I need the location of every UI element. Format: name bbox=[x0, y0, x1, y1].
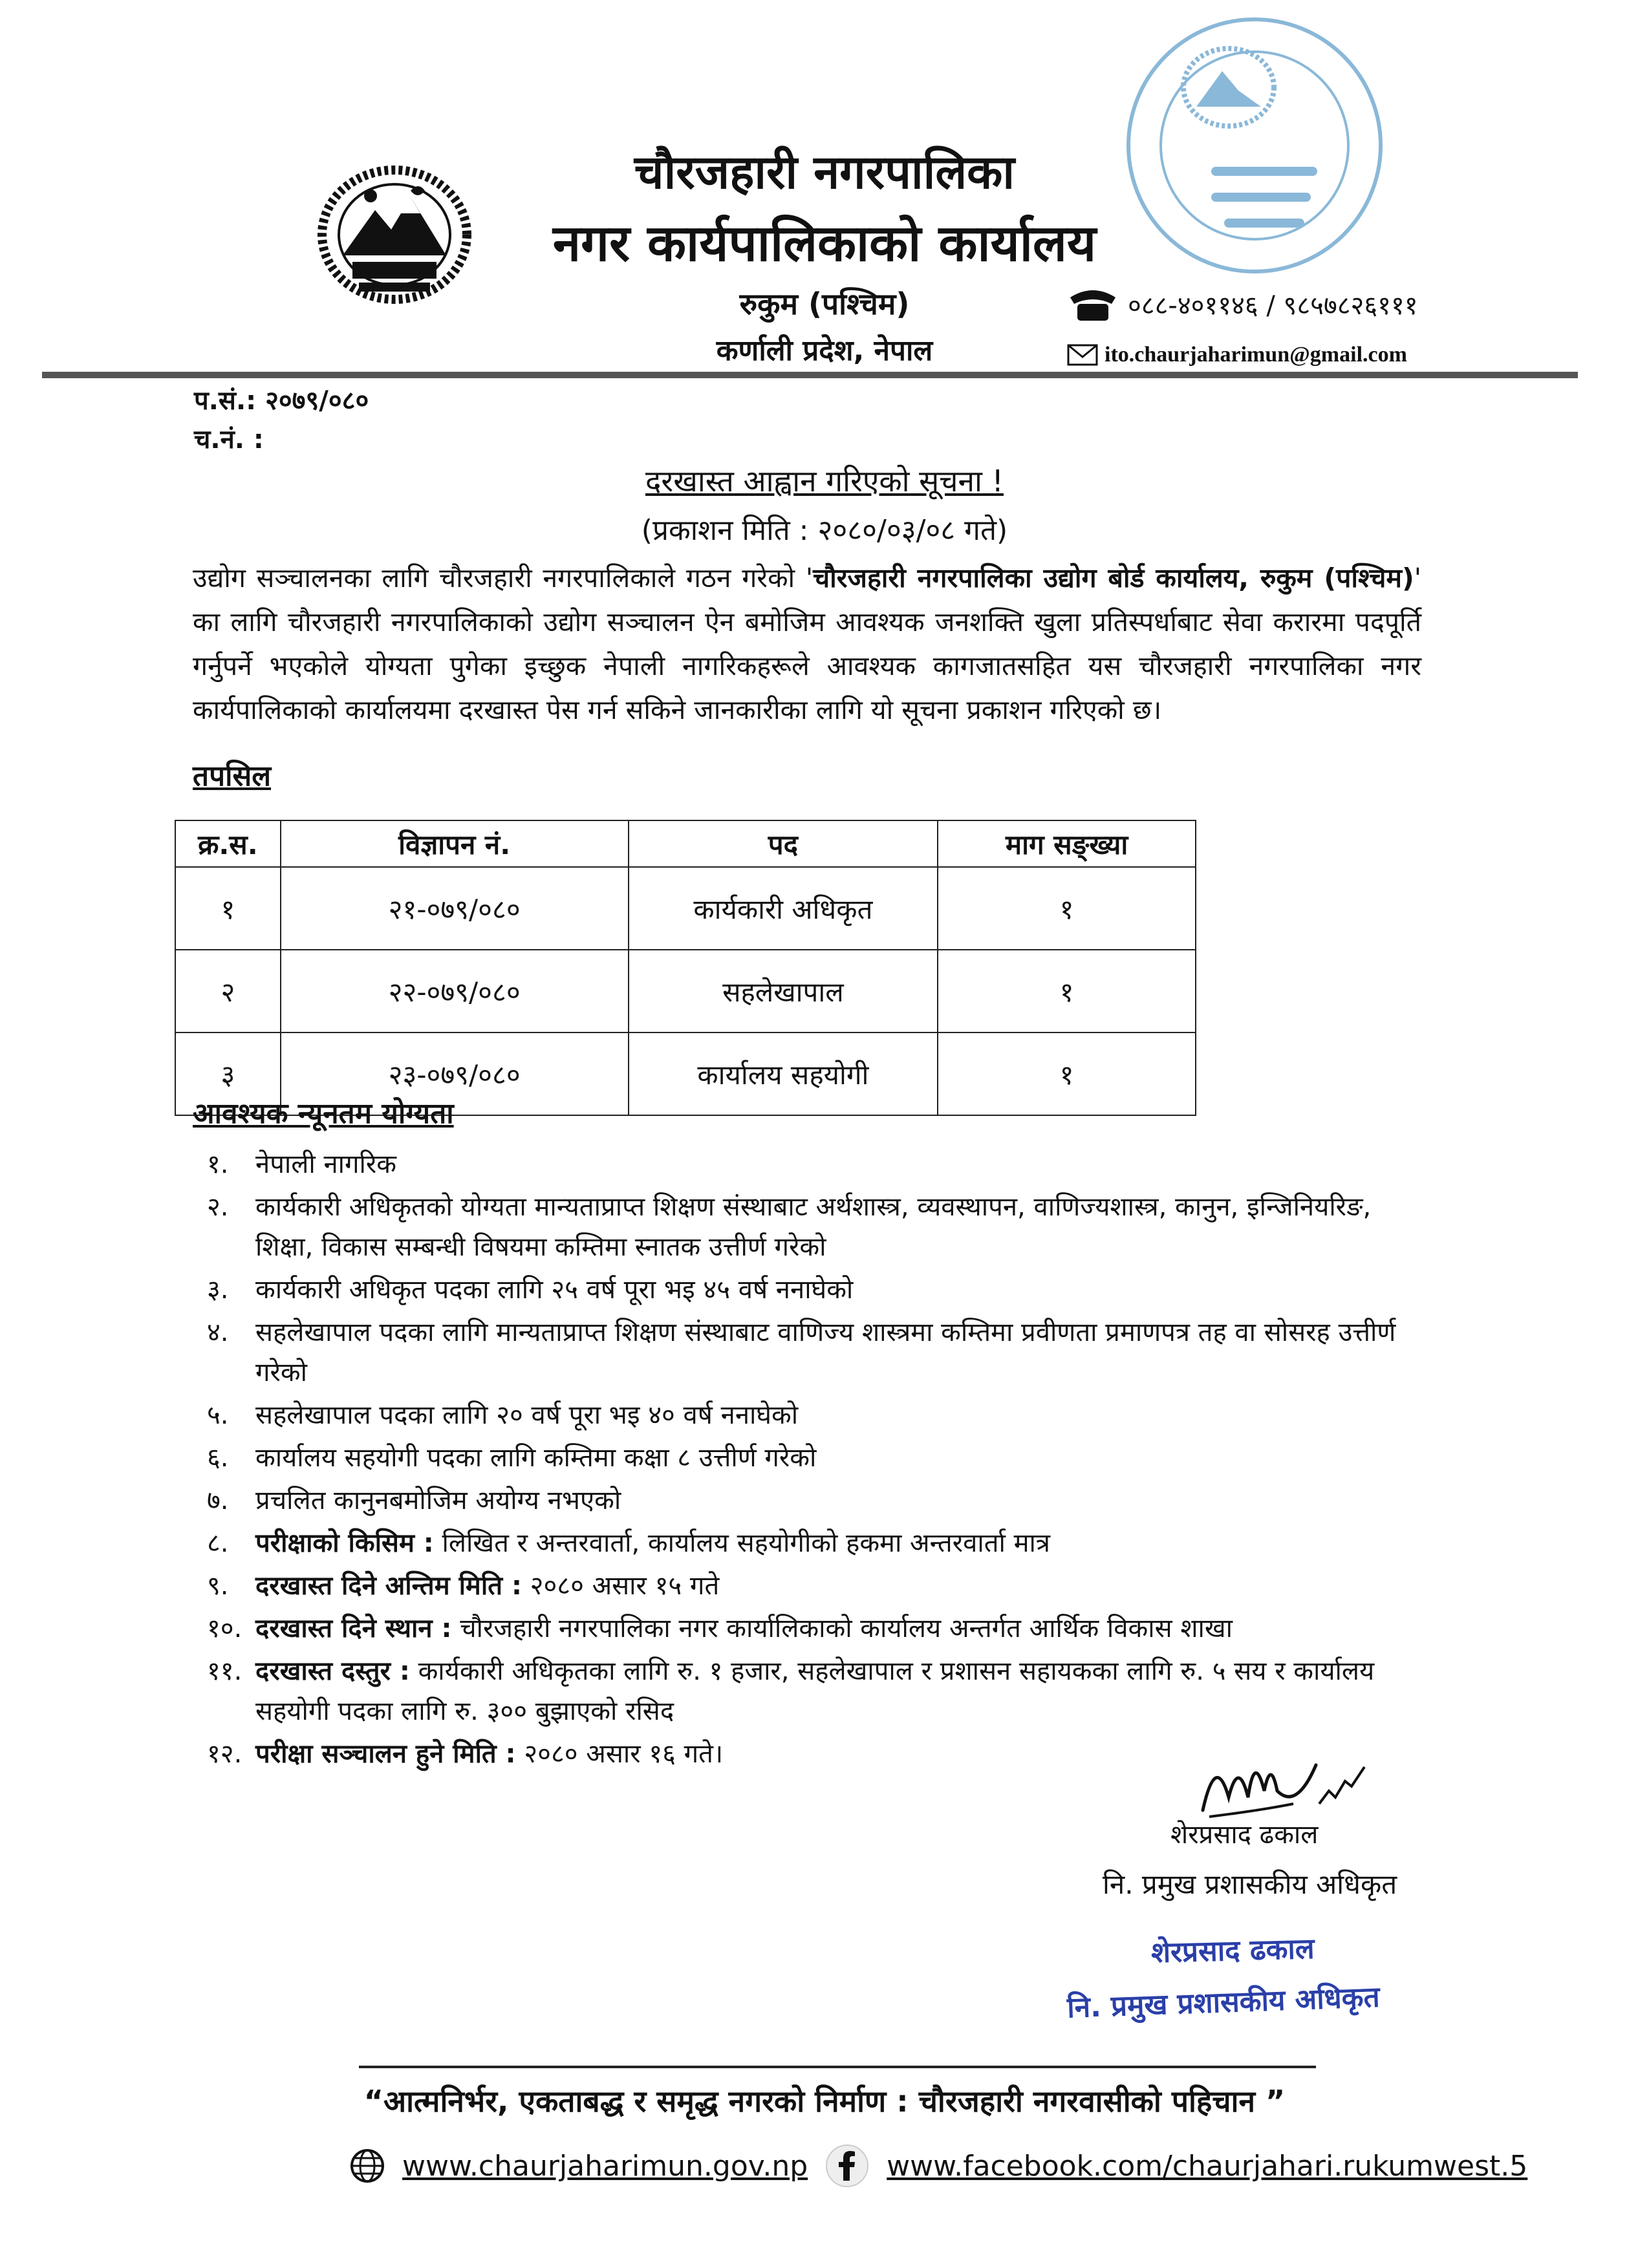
item-text-wrap bbox=[255, 1651, 1423, 1731]
list-item bbox=[207, 1609, 1423, 1649]
item-text: कार्यकारी अधिकृत पदका लागि २५ वर्ष पूरा भइ ४५ वर्ष ननाघेको bbox=[255, 1275, 854, 1305]
list-item bbox=[207, 1523, 1423, 1563]
footer-links bbox=[349, 2143, 1527, 2188]
list-item bbox=[207, 1651, 1423, 1731]
intro-paragraph bbox=[193, 556, 1421, 732]
cell-ad-number: २३-०७९/०८० bbox=[281, 1032, 629, 1115]
notice-title: दरखास्त आह्वान गरिएको सूचना ! bbox=[645, 464, 1004, 498]
item-text: चौरजहारी नगरपालिका नगर कार्यालिकाको कार्यालय अन्तर्गत आर्थिक विकास शाखा bbox=[451, 1614, 1233, 1643]
footer-slogan: “आत्मनिर्भर, एकताबद्ध र समृद्ध नगरको निर्माण : चौरजहारी नगरवासीको पहिचान ” bbox=[363, 2084, 1286, 2119]
table-row bbox=[175, 867, 1196, 950]
item-text: कार्यालय सहयोगी पदका लागि कम्तिमा कक्षा ८ उत्तीर्ण गरेको bbox=[255, 1443, 817, 1473]
item-number: ८. bbox=[207, 1528, 229, 1558]
cell-ad-number: २१-०७९/०८० bbox=[281, 867, 629, 950]
item-text-wrap bbox=[255, 1144, 1423, 1184]
vacancy-table bbox=[175, 820, 1196, 1116]
item-text-wrap bbox=[255, 1566, 1423, 1606]
cell-post: कार्यालय सहयोगी bbox=[629, 1032, 938, 1115]
list-item bbox=[207, 1312, 1423, 1393]
item-number: ९. bbox=[207, 1571, 229, 1601]
cell-serial: १ bbox=[175, 867, 281, 950]
item-label: दरखास्त दिने स्थान : bbox=[255, 1614, 452, 1643]
item-number: १०. bbox=[207, 1614, 242, 1643]
col-header-demand: माग सङ्ख्या bbox=[938, 820, 1196, 867]
item-number: ३. bbox=[207, 1275, 229, 1305]
item-label: परीक्षाको किसिम : bbox=[255, 1528, 434, 1558]
cell-post: कार्यकारी अधिकृत bbox=[629, 867, 938, 950]
item-text: सहलेखापाल पदका लागि २० वर्ष पूरा भइ ४० वर्ष ननाघेको bbox=[255, 1400, 799, 1430]
list-item bbox=[207, 1481, 1423, 1521]
item-number: १२. bbox=[207, 1739, 242, 1769]
reference-number: प.सं.: २०७९/०८० bbox=[194, 386, 369, 416]
item-text-wrap bbox=[255, 1395, 1423, 1435]
item-text-wrap bbox=[255, 1523, 1423, 1563]
footer-divider bbox=[359, 2066, 1316, 2068]
name-stamp: शेरप्रसाद ढकाल bbox=[1150, 1932, 1315, 1970]
list-item bbox=[207, 1395, 1423, 1435]
item-text: २०८० असार १५ गते bbox=[521, 1571, 720, 1601]
item-text-wrap bbox=[255, 1438, 1423, 1478]
list-item bbox=[207, 1144, 1423, 1184]
cell-ad-number: २२-०७९/०८० bbox=[281, 950, 629, 1032]
item-text-wrap bbox=[255, 1270, 1423, 1310]
item-text-wrap bbox=[255, 1481, 1423, 1521]
item-text: नेपाली नागरिक bbox=[255, 1150, 396, 1179]
cell-serial: ३ bbox=[175, 1032, 281, 1115]
publication-date: (प्रकाशन मिति : २०८०/०३/०८ गते) bbox=[641, 514, 1008, 547]
phone-icon bbox=[1067, 284, 1119, 323]
intro-text-start: उद्योग सञ्चालनका लागि चौरजहारी नगरपालिकाले गठन गरेको ' bbox=[193, 562, 814, 594]
province-country: कर्णाली प्रदेश, नेपाल bbox=[716, 334, 933, 367]
cell-serial: २ bbox=[175, 950, 281, 1032]
col-header-post: पद bbox=[629, 820, 938, 867]
website-link[interactable]: www.chaurjaharimun.gov.np bbox=[402, 2149, 808, 2183]
globe-icon bbox=[349, 2148, 385, 2184]
item-label: दरखास्त दिने अन्तिम मिति : bbox=[255, 1571, 522, 1601]
list-item bbox=[207, 1187, 1423, 1267]
email-contact bbox=[1067, 343, 1407, 367]
cell-demand: १ bbox=[938, 867, 1196, 950]
item-text-wrap bbox=[255, 1312, 1423, 1393]
facebook-icon bbox=[824, 2143, 870, 2188]
title-stamp: नि. प्रमुख प्रशासकीय अधिकृत bbox=[1066, 1980, 1381, 2025]
email-address: ito.chaurjaharimun@gmail.com bbox=[1105, 343, 1407, 367]
dispatch-number: च.नं. : bbox=[194, 425, 264, 455]
signatory-name: शेरप्रसाद ढकाल bbox=[1170, 1820, 1319, 1850]
table-header-row bbox=[175, 820, 1196, 867]
intro-text-end: ' का लागि चौरजहारी नगरपालिकाको उद्योग सञ्चालन ऐन बमोजिम आवश्यक जनशक्ति खुला प्रतिस्पर्धाबाट सेवा करारमा पदपूर्ति गर्नुपर्ने भएकोले योग्यता पुगेका इच्छुक नेपाली नागरिकहरूले आवश्यक कागजातसहित यस चौरजहारी नगरपालिका नगर कार्यपालिकाको कार्यालयमा दरखास्त पेस गर्न सकिने जानकारीका लागि यो सूचना प्रकाशन गरिएको छ। bbox=[193, 562, 1421, 725]
list-item bbox=[207, 1438, 1423, 1478]
item-number: १. bbox=[207, 1150, 229, 1179]
cell-post: सहलेखापाल bbox=[629, 950, 938, 1032]
item-text: कार्यकारी अधिकृतका लागि रु. १ हजार, सहलेखापाल र प्रशासन सहायकका लागि रु. ५ सय र कार्यालय सहयोगी पदका लागि रु. ३०० बुझाएको रसिद bbox=[255, 1656, 1375, 1726]
item-number: ६. bbox=[207, 1443, 229, 1473]
item-text: कार्यकारी अधिकृतको योग्यता मान्यताप्राप्त शिक्षण संस्थाबाट अर्थशास्त्र, व्यवस्थापन, वाणिज्यशास्त्र, कानुन, इन्जिनियरिङ, शिक्षा, विकास सम्बन्धी विषयमा कम्तिमा स्नातक उत्तीर्ण गरेको bbox=[255, 1192, 1372, 1262]
cell-demand: १ bbox=[938, 1032, 1196, 1115]
phone-contact bbox=[1067, 284, 1418, 323]
item-text: प्रचलित कानुनबमोजिम अयोग्य नभएको bbox=[255, 1486, 621, 1515]
col-header-ad-number: विज्ञापन नं. bbox=[281, 820, 629, 867]
facebook-link[interactable]: www.facebook.com/chaurjahari.rukumwest.5 bbox=[887, 2149, 1528, 2183]
requirements-heading: आवश्यक न्यूनतम योग्यता bbox=[193, 1097, 454, 1130]
item-number: ५. bbox=[207, 1400, 229, 1430]
email-icon bbox=[1067, 344, 1098, 366]
item-text: लिखित र अन्तरवार्ता, कार्यालय सहयोगीको हकमा अन्तरवार्ता मात्र bbox=[433, 1528, 1050, 1558]
item-number: २. bbox=[207, 1192, 229, 1222]
list-item bbox=[207, 1270, 1423, 1310]
item-text-wrap bbox=[255, 1187, 1423, 1267]
item-label: परीक्षा सञ्चालन हुने मिति : bbox=[255, 1739, 516, 1769]
item-text: सहलेखापाल पदका लागि मान्यताप्राप्त शिक्षण संस्थाबाट वाणिज्य शास्त्रमा कम्तिमा प्रवीणता प्रमाणपत्र तह वा सोसरह उत्तीर्ण गरेको bbox=[255, 1318, 1396, 1387]
item-number: ७. bbox=[207, 1486, 229, 1515]
header-divider bbox=[42, 372, 1578, 378]
phone-number: ०८८-४०११४६ / ९८५७८२६१११ bbox=[1128, 290, 1418, 321]
signatory-title: नि. प्रमुख प्रशासकीय अधिकृत bbox=[1103, 1868, 1397, 1900]
requirements-list bbox=[207, 1144, 1423, 1777]
item-label: दरखास्त दस्तुर : bbox=[255, 1656, 410, 1686]
cell-demand: १ bbox=[938, 950, 1196, 1032]
col-header-serial: क्र.स. bbox=[175, 820, 281, 867]
office-seal-stamp bbox=[1119, 10, 1390, 281]
item-text-wrap bbox=[255, 1609, 1423, 1649]
details-heading: तपसिल bbox=[193, 760, 272, 793]
municipality-name: चौरजहारी नगरपालिका bbox=[634, 145, 1015, 199]
intro-office-name: चौरजहारी नगरपालिका उद्योग बोर्ड कार्यालय, रुकुम (पश्चिम) bbox=[813, 562, 1414, 594]
item-text: २०८० असार १६ गते। bbox=[515, 1739, 724, 1769]
list-item bbox=[207, 1566, 1423, 1606]
item-number: ४. bbox=[207, 1318, 229, 1347]
district-name: रुकुम (पश्चिम) bbox=[739, 286, 910, 321]
table-row bbox=[175, 950, 1196, 1032]
office-name: नगर कार्यपालिकाको कार्यालय bbox=[552, 215, 1097, 273]
item-number: ११. bbox=[207, 1656, 242, 1686]
